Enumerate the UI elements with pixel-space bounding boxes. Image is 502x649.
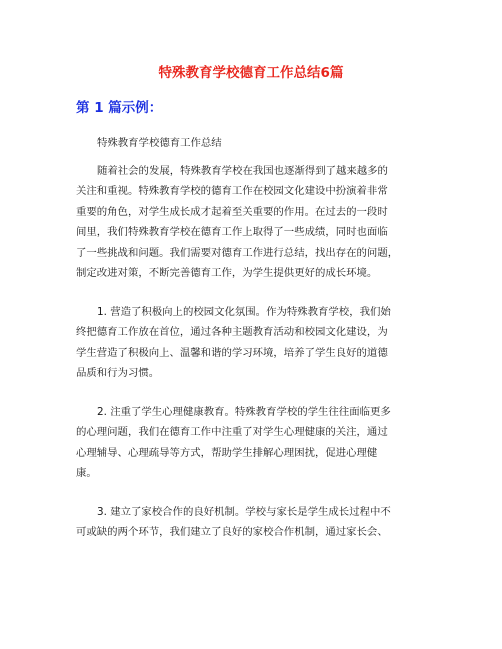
paragraph-line: 重要的角色，对学生成长成才起着至关重要的作用。在过去的一段时: [76, 205, 388, 218]
paragraph-line: 学生营造了积极向上、温馨和谐的学习环境，培养了学生良好的道德: [76, 346, 388, 359]
paragraph-line: 了一些挑战和问题。我们需要对德育工作进行总结，找出存在的问题，: [76, 246, 399, 259]
paragraph-point-1: [76, 302, 436, 384]
paragraph-line: 关注和重视。特殊教育学校的德育工作在校园文化建设中扮演着非常: [76, 185, 388, 198]
section-heading: 第 1 篇示例：: [76, 100, 163, 116]
paragraph-line: 的心理问题，我们在德育工作中注重了对学生心理健康的关注，通过: [76, 426, 388, 439]
paragraph-line: 随着社会的发展，特殊教育学校在我国也逐渐得到了越来越多的: [97, 165, 388, 177]
paragraph-line: 品质和行为习惯。: [76, 367, 160, 380]
paragraph-point-2: [76, 402, 436, 484]
article-title: 特殊教育学校德育工作总结: [97, 137, 222, 149]
paragraph-line: 制定改进对策，不断完善德育工作，为学生提供更好的成长环境。: [76, 266, 378, 279]
paragraph-line: 心理辅导、心理疏导等方式，帮助学生排解心理困扰，促进心理健: [76, 446, 378, 459]
paragraph-line: 2. 注重了学生心理健康教育。特殊教育学校的学生往往面临更多: [97, 406, 391, 418]
document-title: 特殊教育学校德育工作总结6篇: [158, 65, 344, 81]
paragraph-line: 可或缺的两个环节，我们建立了良好的家校合作机制，通过家长会、: [76, 526, 388, 539]
paragraph-line: 1. 营造了积极向上的校园文化氛围。作为特殊教育学校，我们始: [97, 306, 391, 318]
paragraph-line: 间里，我们特殊教育学校在德育工作上取得了一些成绩，同时也面临: [76, 226, 388, 239]
paragraph-line: 康。: [76, 467, 97, 480]
paragraph-intro: [76, 161, 436, 283]
paragraph-line: 终把德育工作放在首位，通过各种主题教育活动和校园文化建设，为: [76, 326, 388, 339]
paragraph-point-3: [76, 502, 436, 543]
paragraph-line: 3. 建立了家校合作的良好机制。学校与家长是学生成长过程中不: [97, 506, 391, 518]
